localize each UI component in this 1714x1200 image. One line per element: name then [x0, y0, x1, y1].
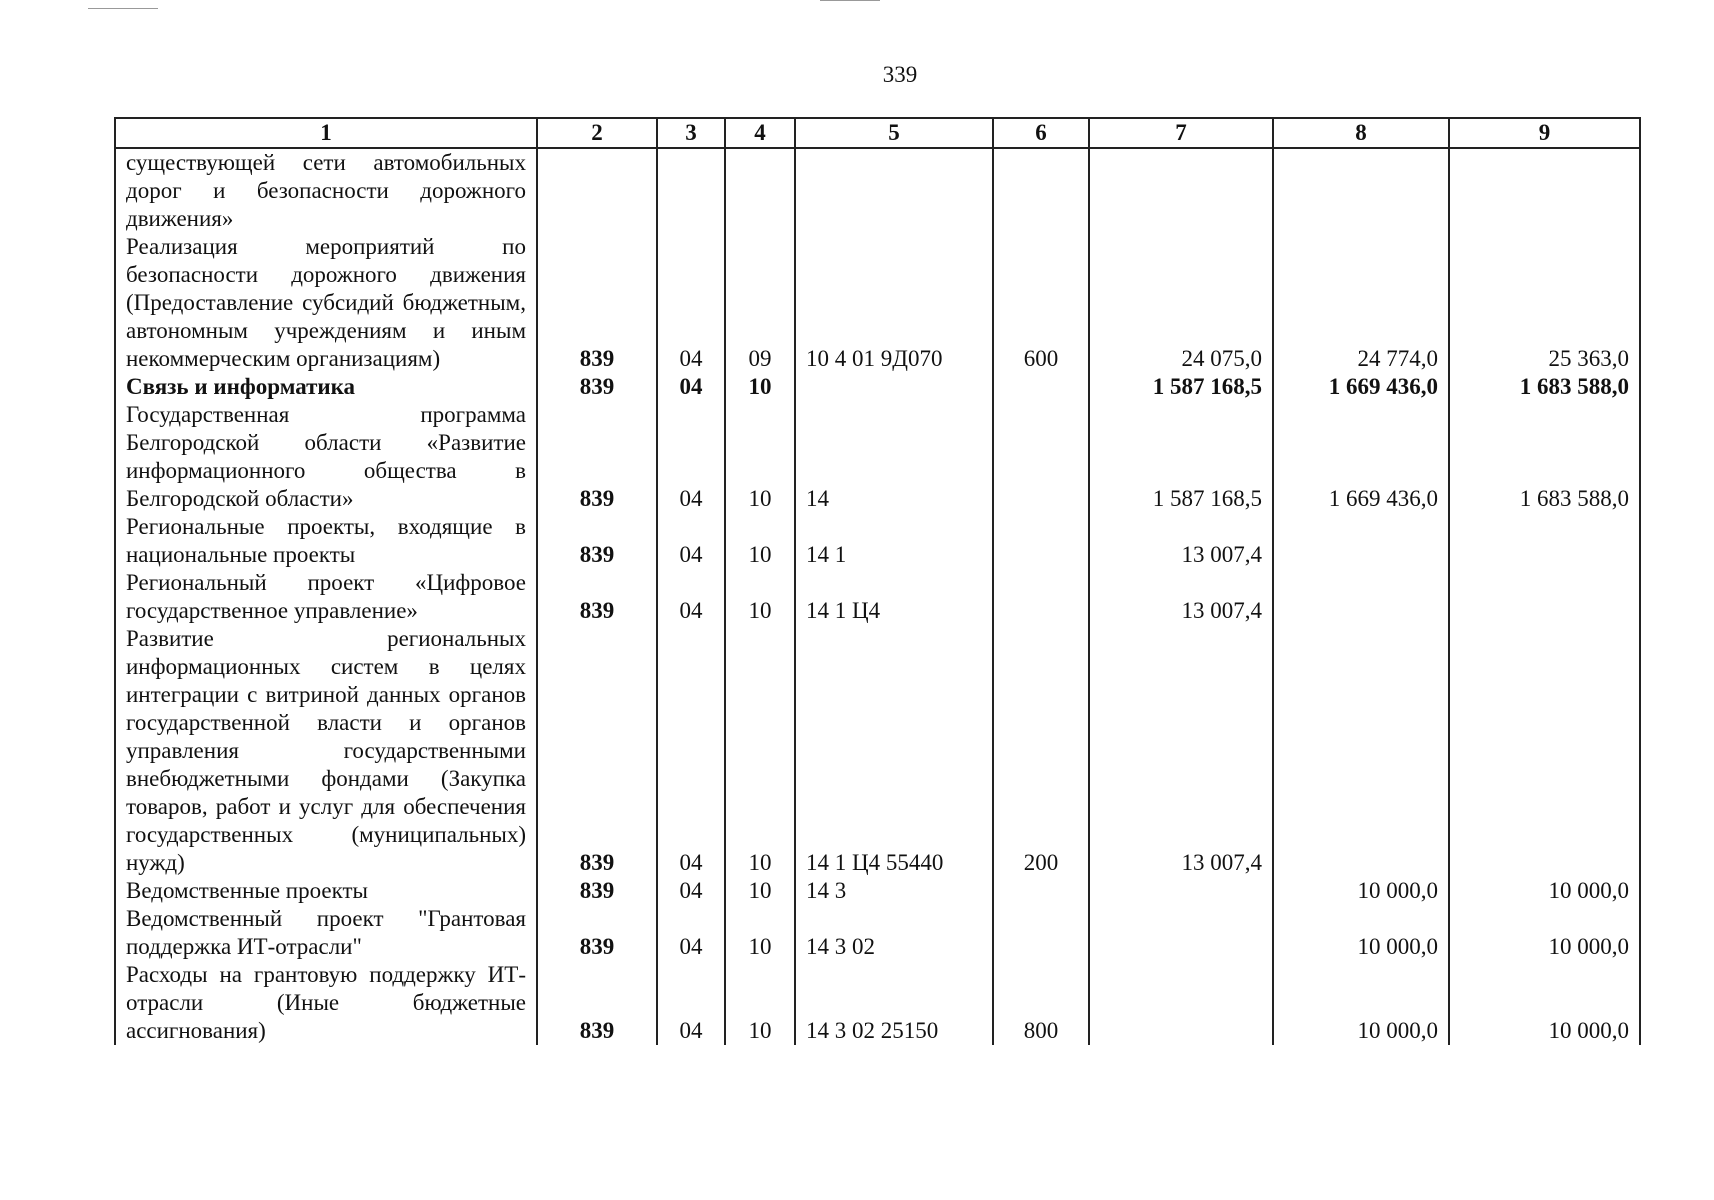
top-rule-left — [88, 8, 158, 9]
col-header-4: 4 — [725, 118, 795, 148]
target-article-code: 14 1 Ц4 — [795, 569, 993, 625]
amount-col-8: 1 669 436,0 — [1273, 373, 1449, 401]
col-header-1: 1 — [115, 118, 537, 148]
target-article-code: 14 1 Ц4 55440 — [795, 625, 993, 877]
amount-col-8 — [1273, 513, 1449, 569]
section-code: 04 — [657, 401, 725, 513]
amount-col-7: 1 587 168,5 — [1089, 373, 1273, 401]
amount-col-8: 10 000,0 — [1273, 961, 1449, 1045]
row-description: Связь и информатика — [115, 373, 537, 401]
subsection-code: 10 — [725, 373, 795, 401]
section-code: 04 — [657, 513, 725, 569]
amount-col-7: 13 007,4 — [1089, 569, 1273, 625]
amount-col-9 — [1449, 148, 1640, 233]
ministry-code: 839 — [537, 625, 657, 877]
amount-col-7 — [1089, 148, 1273, 233]
amount-col-7: 1 587 168,5 — [1089, 401, 1273, 513]
table-row — [115, 401, 1640, 513]
col-header-3: 3 — [657, 118, 725, 148]
table-row-section — [115, 373, 1640, 401]
subsection-code: 10 — [725, 961, 795, 1045]
ministry-code — [537, 148, 657, 233]
row-description: Ведомственный проект "Грантовая поддержка ИТ-отрасли" — [115, 905, 537, 961]
subsection-code: 10 — [725, 569, 795, 625]
table-row — [115, 905, 1640, 961]
section-code: 04 — [657, 233, 725, 373]
section-code: 04 — [657, 877, 725, 905]
subsection-code: 09 — [725, 233, 795, 373]
subsection-code: 10 — [725, 625, 795, 877]
section-code — [657, 148, 725, 233]
amount-col-9: 10 000,0 — [1449, 905, 1640, 961]
table-row — [115, 148, 1640, 233]
col-header-8: 8 — [1273, 118, 1449, 148]
amount-col-9: 10 000,0 — [1449, 877, 1640, 905]
amount-col-9 — [1449, 625, 1640, 877]
table-row — [115, 513, 1640, 569]
row-description: существующей сети автомобильных дорог и безопасности дорожного движения» — [115, 148, 537, 233]
expense-type-code: 200 — [993, 625, 1089, 877]
target-article-code: 14 — [795, 401, 993, 513]
amount-col-7 — [1089, 905, 1273, 961]
amount-col-7 — [1089, 877, 1273, 905]
expense-type-code — [993, 148, 1089, 233]
amount-col-8 — [1273, 569, 1449, 625]
ministry-code: 839 — [537, 401, 657, 513]
target-article-code: 14 3 02 — [795, 905, 993, 961]
target-article-code — [795, 148, 993, 233]
table-row — [115, 233, 1640, 373]
ministry-code: 839 — [537, 961, 657, 1045]
top-rule-right — [820, 0, 880, 1]
amount-col-8: 24 774,0 — [1273, 233, 1449, 373]
expense-type-code: 600 — [993, 233, 1089, 373]
row-description: Региональные проекты, входящие в национальные проекты — [115, 513, 537, 569]
section-code: 04 — [657, 569, 725, 625]
ministry-code: 839 — [537, 905, 657, 961]
amount-col-9: 25 363,0 — [1449, 233, 1640, 373]
section-code: 04 — [657, 961, 725, 1045]
target-article-code: 10 4 01 9Д070 — [795, 233, 993, 373]
expense-type-code — [993, 877, 1089, 905]
subsection-code: 10 — [725, 905, 795, 961]
amount-col-8: 10 000,0 — [1273, 905, 1449, 961]
amount-col-9 — [1449, 513, 1640, 569]
table-row — [115, 877, 1640, 905]
ministry-code: 839 — [537, 569, 657, 625]
amount-col-9: 10 000,0 — [1449, 961, 1640, 1045]
table-row — [115, 961, 1640, 1045]
amount-col-7: 13 007,4 — [1089, 513, 1273, 569]
row-description: Региональный проект «Цифровое государственное управление» — [115, 569, 537, 625]
section-code: 04 — [657, 625, 725, 877]
row-description: Ведомственные проекты — [115, 877, 537, 905]
ministry-code: 839 — [537, 233, 657, 373]
table-row — [115, 569, 1640, 625]
expense-type-code — [993, 401, 1089, 513]
amount-col-9 — [1449, 569, 1640, 625]
subsection-code: 10 — [725, 877, 795, 905]
amount-col-7: 13 007,4 — [1089, 625, 1273, 877]
amount-col-9: 1 683 588,0 — [1449, 373, 1640, 401]
section-code: 04 — [657, 373, 725, 401]
row-description: Реализация мероприятий по безопасности дорожного движения (Предоставление субсидий бюджетным, автономным учреждениям и иным некоммерческим организациям) — [115, 233, 537, 373]
ministry-code: 839 — [537, 877, 657, 905]
expense-type-code — [993, 373, 1089, 401]
col-header-7: 7 — [1089, 118, 1273, 148]
expense-type-code — [993, 569, 1089, 625]
amount-col-7: 24 075,0 — [1089, 233, 1273, 373]
subsection-code: 10 — [725, 401, 795, 513]
amount-col-8 — [1273, 148, 1449, 233]
amount-col-8 — [1273, 625, 1449, 877]
amount-col-9: 1 683 588,0 — [1449, 401, 1640, 513]
expense-type-code: 800 — [993, 961, 1089, 1045]
expense-type-code — [993, 513, 1089, 569]
section-code: 04 — [657, 905, 725, 961]
col-header-6: 6 — [993, 118, 1089, 148]
amount-col-7 — [1089, 961, 1273, 1045]
subsection-code — [725, 148, 795, 233]
ministry-code: 839 — [537, 513, 657, 569]
row-description: Государственная программа Белгородской области «Развитие информационного общества в Белгородской области» — [115, 401, 537, 513]
col-header-2: 2 — [537, 118, 657, 148]
target-article-code: 14 3 — [795, 877, 993, 905]
col-header-9: 9 — [1449, 118, 1640, 148]
header-row — [115, 118, 1640, 148]
col-header-5: 5 — [795, 118, 993, 148]
target-article-code — [795, 373, 993, 401]
table-row — [115, 625, 1640, 877]
page-number: 339 — [882, 62, 918, 87]
subsection-code: 10 — [725, 513, 795, 569]
target-article-code: 14 3 02 25150 — [795, 961, 993, 1045]
expense-type-code — [993, 905, 1089, 961]
target-article-code: 14 1 — [795, 513, 993, 569]
amount-col-8: 10 000,0 — [1273, 877, 1449, 905]
amount-col-8: 1 669 436,0 — [1273, 401, 1449, 513]
row-description: Развитие региональных информационных систем в целях интеграции с витриной данных органов государственной власти и органов управления государственными внебюджетными фондами (Закупка товаров, работ и услуг для обеспечения государственных (муниципальных) нужд) — [115, 625, 537, 877]
ministry-code: 839 — [537, 373, 657, 401]
row-description: Расходы на грантовую поддержку ИТ-отрасли (Иные бюджетные ассигнования) — [115, 961, 537, 1045]
budget-table — [114, 117, 1641, 1045]
